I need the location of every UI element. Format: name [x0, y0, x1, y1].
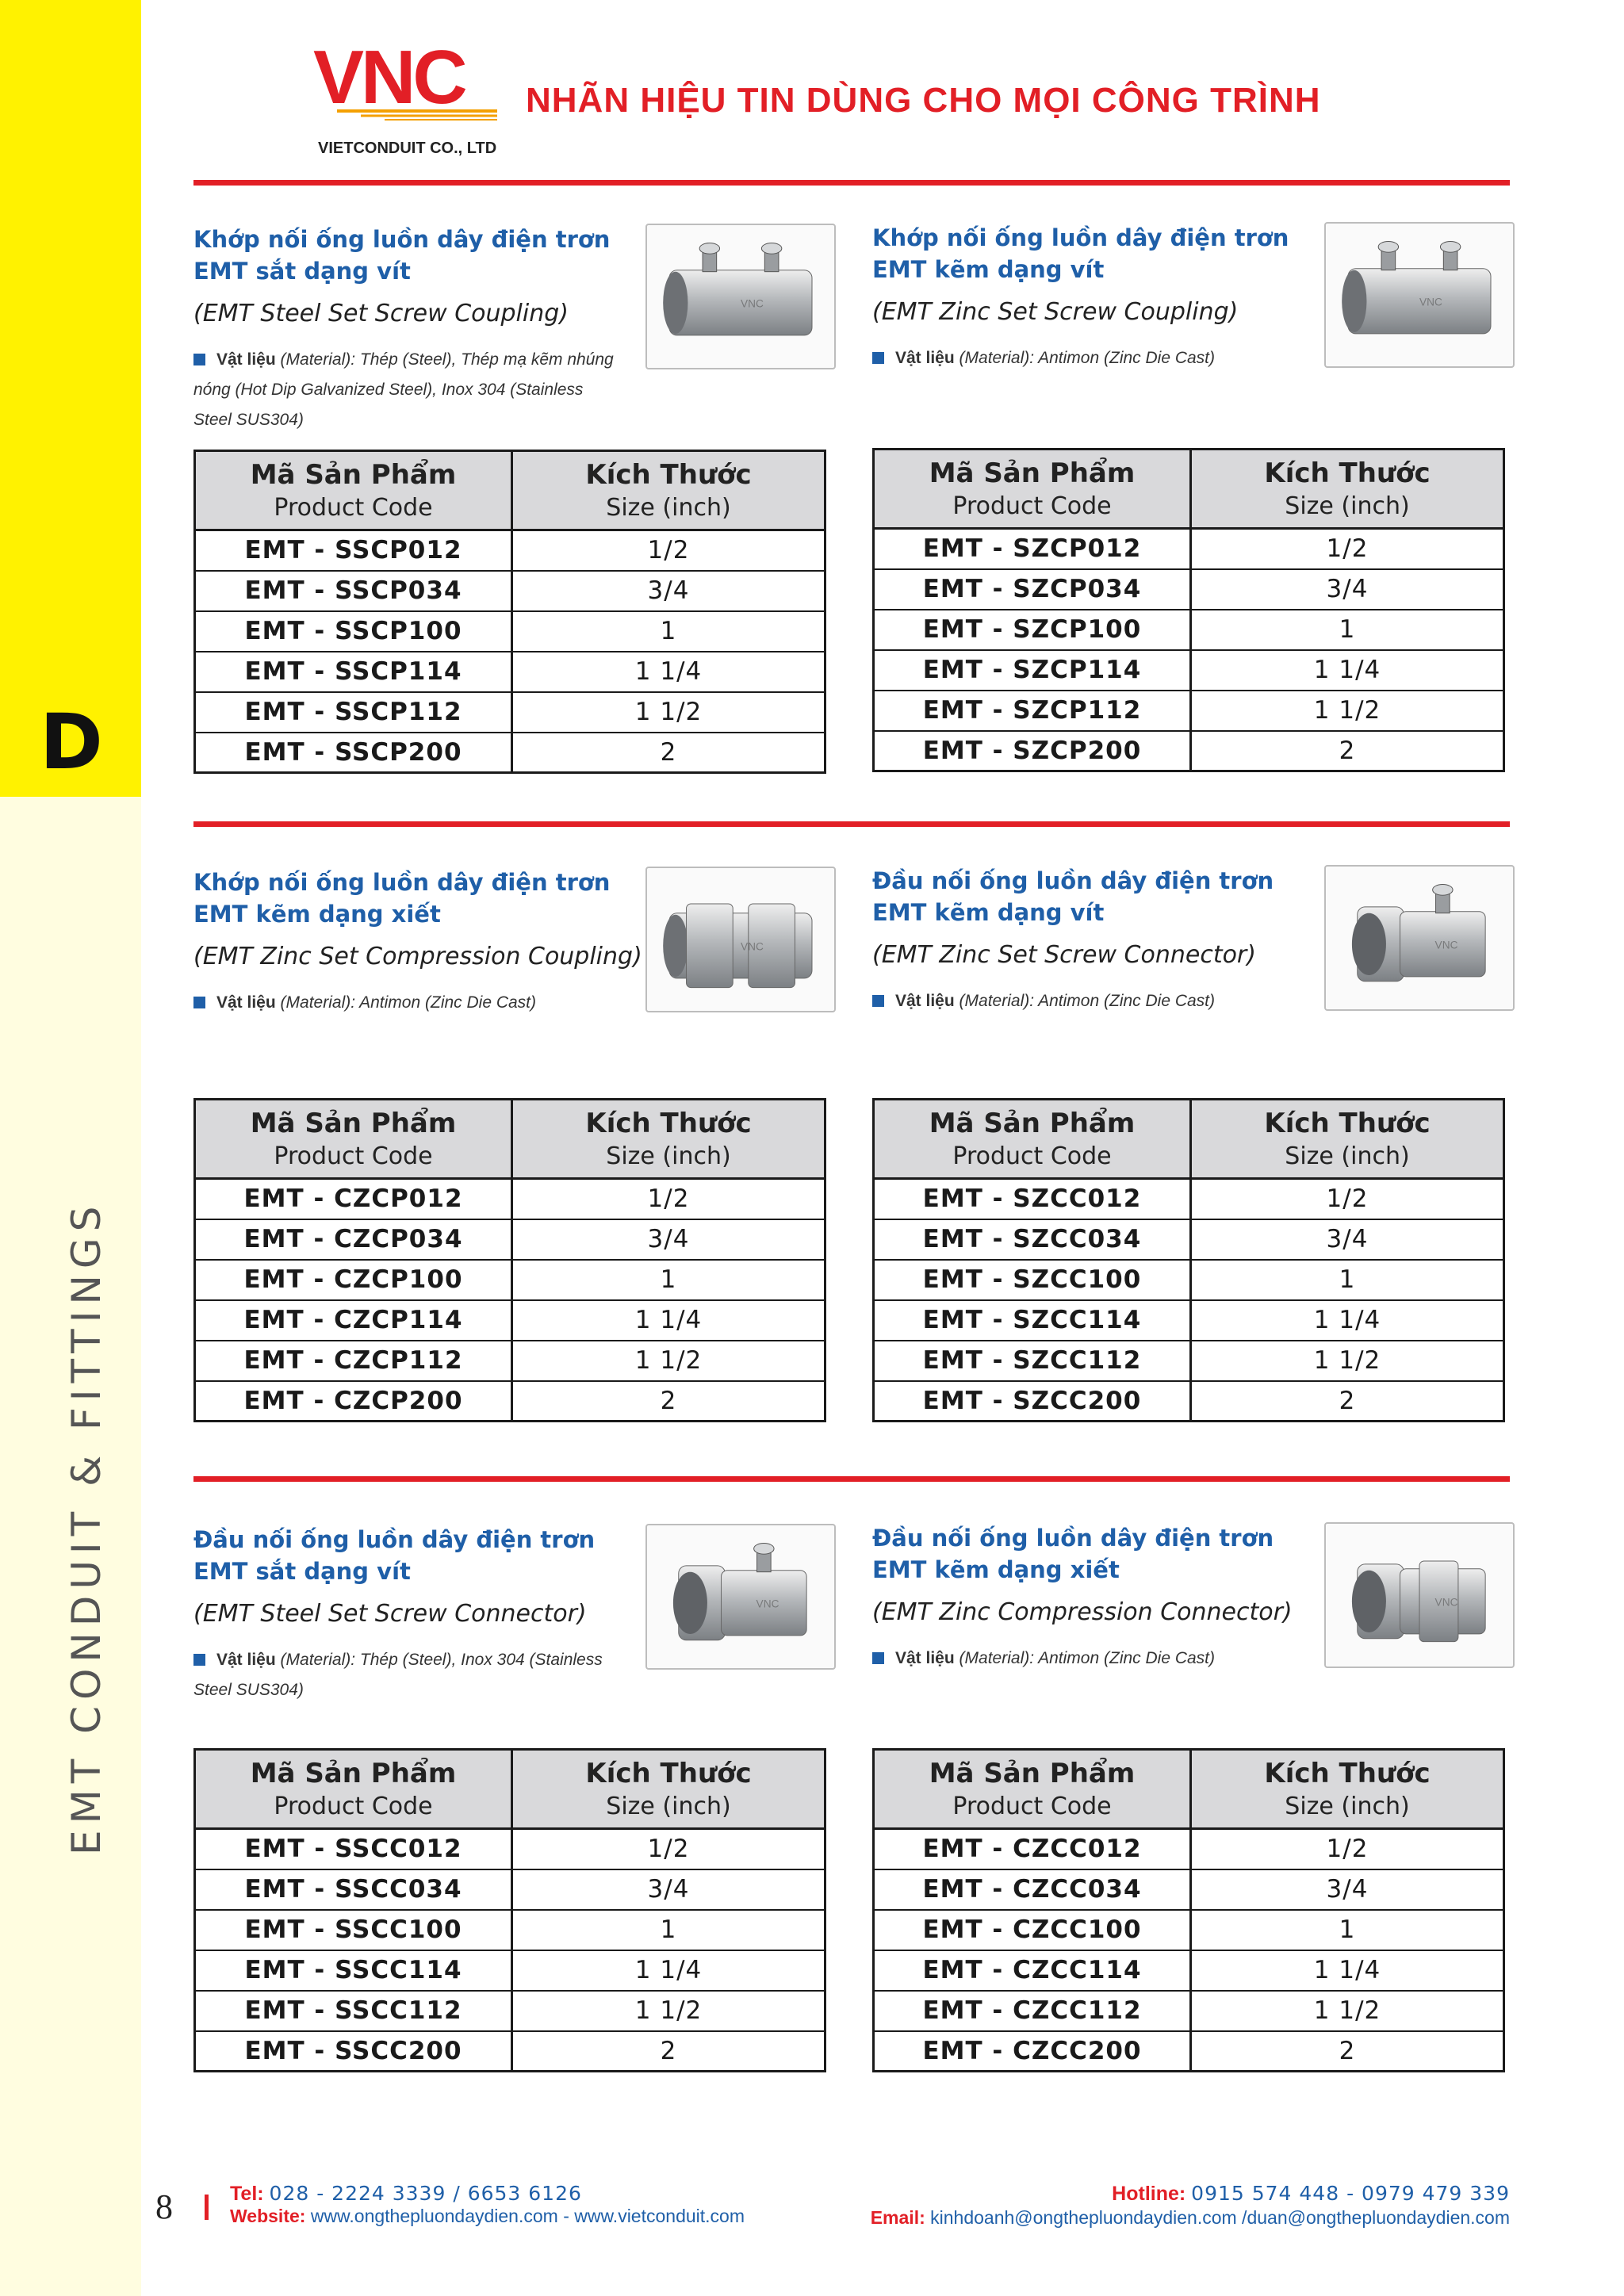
page-number-bar: [205, 2195, 209, 2220]
logo-text: VNC: [313, 41, 465, 120]
size-cell: 1/2: [512, 530, 825, 571]
material-label: Vật liệu: [216, 350, 276, 369]
table-row: [195, 571, 825, 611]
product-code-cell: EMT - SZCC114: [874, 1300, 1191, 1341]
header-size: [1191, 1750, 1504, 1829]
material-text: : Antimon (Zinc Die Cast): [350, 993, 537, 1012]
divider-top: [193, 180, 1510, 186]
product-material: [193, 345, 622, 435]
product-material: [193, 988, 622, 1018]
header-size-en: Size (inch): [606, 1793, 731, 1820]
table-row: [874, 1910, 1504, 1950]
product-code-cell: EMT - SSCP100: [195, 611, 512, 652]
table-row: [195, 1950, 825, 1991]
header-size: [1191, 450, 1504, 529]
table-row: [195, 733, 825, 773]
header-product-code: [195, 1750, 512, 1829]
product-code-cell: EMT - SZCC112: [874, 1341, 1191, 1381]
product-code-cell: EMT - SZCC034: [874, 1219, 1191, 1260]
header-code-en: Product Code: [274, 1793, 433, 1820]
sidebar-yellow-band: [0, 0, 141, 797]
website-value[interactable]: www.ongthepluondaydien.com - www.vietconduit.com: [310, 2206, 745, 2226]
size-cell: 2: [1339, 2036, 1356, 2065]
material-text: : Thép (Steel), Inox 304 (Stainless Steel SUS304): [193, 1651, 603, 1699]
table-row: [195, 1869, 825, 1910]
table-row: [874, 731, 1504, 771]
svg-text:VNC: VNC: [741, 940, 764, 953]
product-code-cell: EMT - SZCP012: [874, 529, 1191, 569]
product-code-cell: EMT - SSCC100: [195, 1910, 512, 1950]
size-cell: 3/4: [1191, 569, 1504, 610]
size-cell: 1/2: [1191, 1179, 1504, 1219]
hotline-label: Hotline:: [1112, 2183, 1186, 2205]
table-row: [195, 1991, 825, 2031]
product-title: Khớp nối ống luồn dây điện trơn EMT sắt dạng vít: [193, 226, 611, 285]
section-letter: D: [40, 698, 103, 786]
table-header-row: [874, 1750, 1504, 1829]
header-code-en: Product Code: [274, 1142, 433, 1170]
product-code-cell: EMT - CZCC112: [874, 1991, 1191, 2031]
vnc-logo: [313, 41, 504, 160]
product-code-cell: EMT - SZCC200: [874, 1381, 1191, 1422]
product-code-cell: EMT - SZCP112: [874, 691, 1191, 731]
table-row: [874, 1869, 1504, 1910]
table-row: [195, 1341, 825, 1381]
product-title: Đầu nối ống luồn dây điện trơn EMT kẽm dạng xiết: [872, 1525, 1274, 1583]
material-text: : Antimon (Zinc Die Cast): [1029, 992, 1216, 1010]
table-row: [874, 1829, 1504, 1869]
product-spec-table: [193, 1098, 826, 1422]
material-label: Vật liệu: [216, 993, 276, 1012]
header-code-en: Product Code: [274, 494, 433, 522]
email-value[interactable]: kinhdoanh@ongthepluondaydien.com /duan@ongthepluondaydien.com: [930, 2207, 1510, 2228]
header-size: [1191, 1100, 1504, 1179]
table-row: [195, 692, 825, 733]
compression-coupling-zinc-photo: [645, 867, 836, 1012]
material-text: : Antimon (Zinc Die Cast): [1029, 349, 1216, 367]
table-header-row: [874, 450, 1504, 529]
svg-text:VNC: VNC: [756, 1598, 779, 1610]
size-cell: 3/4: [1191, 1869, 1504, 1910]
product-title: Khớp nối ống luồn dây điện trơn EMT kẽm dạng vít: [872, 224, 1289, 283]
size-cell: 3/4: [512, 1219, 825, 1260]
material-label: Vật liệu: [895, 1649, 955, 1667]
header-size: [512, 1100, 825, 1179]
table-row: [874, 691, 1504, 731]
header-size: [512, 1750, 825, 1829]
size-cell: 1 1/4: [512, 1300, 825, 1341]
header-product-code: [874, 450, 1191, 529]
bullet-square-icon: [193, 997, 205, 1008]
table-row: [874, 1381, 1504, 1422]
size-cell: 1: [512, 1260, 825, 1300]
material-label-en: (Material): [280, 993, 351, 1012]
set-screw-connector-steel-photo: [645, 1524, 836, 1670]
table-row: [874, 1991, 1504, 2031]
product-spec-table: [872, 1098, 1505, 1422]
set-screw-coupling-steel-photo: [645, 224, 836, 369]
product-code-cell: EMT - SSCC034: [195, 1869, 512, 1910]
product-code-cell: EMT - SSCC112: [195, 1991, 512, 2031]
product-code-cell: EMT - CZCP114: [195, 1300, 512, 1341]
size-cell: 1 1/4: [1191, 1300, 1504, 1341]
header-size-en: Size (inch): [606, 1142, 731, 1170]
material-label-en: (Material): [959, 992, 1030, 1010]
header-size-vn: Kích Thước: [585, 1758, 752, 1789]
size-cell: 1 1/2: [1191, 1991, 1504, 2031]
product-code-cell: EMT - CZCC114: [874, 1950, 1191, 1991]
bullet-square-icon: [193, 1654, 205, 1666]
table-header-row: [874, 1100, 1504, 1179]
website-label: Website:: [230, 2206, 306, 2226]
header-code-vn: Mã Sản Phẩm: [250, 1108, 457, 1139]
product-block: [872, 865, 1515, 1016]
header-size-en: Size (inch): [1285, 1793, 1410, 1820]
table-row: [874, 1300, 1504, 1341]
header-code-en: Product Code: [952, 492, 1112, 520]
svg-text:VNC: VNC: [1434, 1596, 1458, 1609]
header-size-en: Size (inch): [1285, 1142, 1410, 1170]
vnc-logo-mark: [313, 41, 504, 121]
size-cell: 1 1/2: [1191, 1341, 1504, 1381]
material-text: : Antimon (Zinc Die Cast): [1029, 1649, 1216, 1667]
table-row: [874, 1341, 1504, 1381]
table-row: [874, 1179, 1504, 1219]
section-title-vertical: EMT CONDUIT & FITTINGS: [63, 1200, 109, 1855]
product-block: [872, 222, 1515, 373]
header-code-en: Product Code: [952, 1793, 1112, 1820]
bullet-square-icon: [193, 354, 205, 365]
material-label: Vật liệu: [895, 992, 955, 1010]
product-spec-table: [193, 450, 826, 774]
product-title-en: (EMT Steel Set Screw Connector): [193, 1600, 587, 1628]
product-material: [872, 986, 1300, 1016]
table-row: [195, 1381, 825, 1422]
table-header-row: [195, 451, 825, 530]
size-cell: 1 1/4: [512, 652, 825, 692]
material-label-en: (Material): [280, 1651, 351, 1669]
bullet-square-icon: [872, 995, 884, 1007]
size-cell: 1: [512, 1910, 825, 1950]
size-cell: 1/2: [512, 1829, 825, 1869]
header-size-vn: Kích Thước: [585, 1108, 752, 1139]
compression-connector-zinc-photo: [1324, 1522, 1515, 1668]
header-product-code: [874, 1100, 1191, 1179]
tel-label: Tel:: [230, 2183, 264, 2205]
bullet-square-icon: [872, 352, 884, 364]
size-cell: 2: [660, 2036, 677, 2065]
product-material: [872, 343, 1300, 373]
header-size-vn: Kích Thước: [585, 459, 752, 491]
product-block: [193, 1524, 836, 1705]
header-code-vn: Mã Sản Phẩm: [250, 459, 457, 491]
table-row: [874, 1219, 1504, 1260]
table-header-row: [195, 1750, 825, 1829]
material-label-en: (Material): [280, 350, 351, 369]
product-block: [872, 1522, 1515, 1674]
divider-middle-1: [193, 821, 1510, 827]
table-header-row: [195, 1100, 825, 1179]
header-code-vn: Mã Sản Phẩm: [250, 1758, 457, 1789]
product-title: Đầu nối ống luồn dây điện trơn EMT sắt dạng vít: [193, 1526, 596, 1585]
product-code-cell: EMT - CZCP100: [195, 1260, 512, 1300]
material-label-en: (Material): [959, 1649, 1030, 1667]
set-screw-coupling-zinc-photo: [1324, 222, 1515, 368]
header-size-en: Size (inch): [606, 494, 731, 522]
product-spec-table: [872, 448, 1505, 772]
tel-value: 028 - 2224 3339 / 6653 6126: [269, 2182, 582, 2205]
size-cell: 1: [1191, 1260, 1504, 1300]
table-row: [874, 1260, 1504, 1300]
product-code-cell: EMT - SSCP012: [195, 530, 512, 571]
size-cell: 2: [660, 1386, 677, 1415]
size-cell: 1 1/4: [1191, 1950, 1504, 1991]
size-cell: 1/2: [1191, 529, 1504, 569]
product-spec-table: [872, 1748, 1505, 2072]
table-row: [195, 1260, 825, 1300]
product-code-cell: EMT - SZCP034: [874, 569, 1191, 610]
size-cell: 3/4: [512, 1869, 825, 1910]
size-cell: 1 1/4: [1191, 650, 1504, 691]
product-code-cell: EMT - CZCP200: [195, 1381, 512, 1422]
product-code-cell: EMT - SSCP114: [195, 652, 512, 692]
email-label: Email:: [870, 2207, 925, 2228]
footer-email: [871, 2207, 1510, 2229]
size-cell: 2: [660, 737, 677, 767]
product-code-cell: EMT - CZCC034: [874, 1869, 1191, 1910]
table-row: [195, 1179, 825, 1219]
table-row: [195, 530, 825, 571]
size-cell: 1: [1191, 610, 1504, 650]
product-code-cell: EMT - CZCP034: [195, 1219, 512, 1260]
product-code-cell: EMT - SSCC200: [195, 2031, 512, 2072]
table-row: [874, 610, 1504, 650]
product-material: [193, 1645, 622, 1705]
product-spec-table: [193, 1748, 826, 2072]
product-material: [872, 1644, 1300, 1674]
table-row: [874, 569, 1504, 610]
footer-website: [230, 2206, 745, 2227]
header-code-vn: Mã Sản Phẩm: [929, 457, 1136, 489]
product-code-cell: EMT - CZCC012: [874, 1829, 1191, 1869]
header-code-vn: Mã Sản Phẩm: [929, 1758, 1136, 1789]
product-block: [193, 867, 836, 1018]
size-cell: 1 1/2: [512, 1991, 825, 2031]
header-size-vn: Kích Thước: [1264, 1758, 1431, 1789]
product-code-cell: EMT - SSCC114: [195, 1950, 512, 1991]
svg-text:VNC: VNC: [741, 297, 764, 310]
table-row: [195, 1300, 825, 1341]
product-title-en: (EMT Zinc Set Screw Coupling): [872, 298, 1239, 326]
material-text: : Thép (Steel), Thép mạ kẽm nhúng nóng (Hot Dip Galvanized Steel), Inox 304 (Stainless Steel SUS304): [193, 350, 614, 429]
header-code-vn: Mã Sản Phẩm: [929, 1108, 1136, 1139]
size-cell: 1 1/2: [512, 692, 825, 733]
svg-text:VNC: VNC: [1434, 939, 1458, 951]
product-code-cell: EMT - SZCC100: [874, 1260, 1191, 1300]
product-title-en: (EMT Zinc Set Screw Connector): [872, 941, 1256, 969]
page-number: 8: [155, 2187, 173, 2226]
bullet-square-icon: [872, 1652, 884, 1664]
footer-hotline: [1112, 2182, 1510, 2206]
set-screw-connector-zinc-photo: [1324, 865, 1515, 1011]
product-code-cell: EMT - SZCP100: [874, 610, 1191, 650]
material-label: Vật liệu: [895, 349, 955, 367]
header-product-code: [195, 1100, 512, 1179]
svg-text:VNC: VNC: [1419, 296, 1442, 308]
company-name: VIETCONDUIT CO., LTD: [318, 140, 497, 157]
product-code-cell: EMT - CZCP012: [195, 1179, 512, 1219]
material-label: Vật liệu: [216, 1651, 276, 1669]
table-row: [195, 652, 825, 692]
product-title-en: (EMT Zinc Set Compression Coupling): [193, 943, 642, 970]
product-code-cell: EMT - CZCC100: [874, 1910, 1191, 1950]
table-row: [874, 529, 1504, 569]
size-cell: 1: [1191, 1910, 1504, 1950]
header-size-vn: Kích Thước: [1264, 1108, 1431, 1139]
product-code-cell: EMT - CZCP112: [195, 1341, 512, 1381]
size-cell: 3/4: [1191, 1219, 1504, 1260]
size-cell: 2: [1339, 736, 1356, 765]
divider-middle-2: [193, 1476, 1510, 1482]
table-row: [195, 1219, 825, 1260]
header-product-code: [195, 451, 512, 530]
table-row: [874, 2031, 1504, 2072]
size-cell: 1/2: [1191, 1829, 1504, 1869]
footer-tel: [230, 2182, 582, 2206]
size-cell: 1 1/2: [1191, 691, 1504, 731]
size-cell: 1/2: [512, 1179, 825, 1219]
product-title: Đầu nối ống luồn dây điện trơn EMT kẽm dạng vít: [872, 867, 1274, 926]
size-cell: 1 1/2: [512, 1341, 825, 1381]
size-cell: 1: [512, 611, 825, 652]
header-code-en: Product Code: [952, 1142, 1112, 1170]
product-code-cell: EMT - SZCP200: [874, 731, 1191, 771]
header-size: [512, 451, 825, 530]
product-title: Khớp nối ống luồn dây điện trơn EMT kẽm dạng xiết: [193, 869, 611, 928]
table-row: [195, 611, 825, 652]
product-code-cell: EMT - CZCC200: [874, 2031, 1191, 2072]
table-row: [195, 1910, 825, 1950]
table-row: [195, 1829, 825, 1869]
product-code-cell: EMT - SSCC012: [195, 1829, 512, 1869]
table-row: [874, 1950, 1504, 1991]
material-label-en: (Material): [959, 349, 1030, 367]
header-size-en: Size (inch): [1285, 492, 1410, 520]
table-row: [874, 650, 1504, 691]
product-title-en: (EMT Steel Set Screw Coupling): [193, 300, 569, 327]
table-row: [195, 2031, 825, 2072]
product-code-cell: EMT - SSCP200: [195, 733, 512, 773]
product-code-cell: EMT - SZCP114: [874, 650, 1191, 691]
slogan: NHÃN HIỆU TIN DÙNG CHO MỌI CÔNG TRÌNH: [526, 81, 1321, 120]
header-size-vn: Kích Thước: [1264, 457, 1431, 489]
size-cell: 3/4: [512, 571, 825, 611]
product-title-en: (EMT Zinc Compression Connector): [872, 1598, 1293, 1626]
size-cell: 1 1/4: [512, 1950, 825, 1991]
hotline-value: 0915 574 448 - 0979 479 339: [1191, 2182, 1510, 2205]
product-code-cell: EMT - SSCP034: [195, 571, 512, 611]
product-code-cell: EMT - SSCP112: [195, 692, 512, 733]
product-code-cell: EMT - SZCC012: [874, 1179, 1191, 1219]
size-cell: 2: [1339, 1386, 1356, 1415]
product-block: [193, 224, 836, 435]
header-product-code: [874, 1750, 1191, 1829]
